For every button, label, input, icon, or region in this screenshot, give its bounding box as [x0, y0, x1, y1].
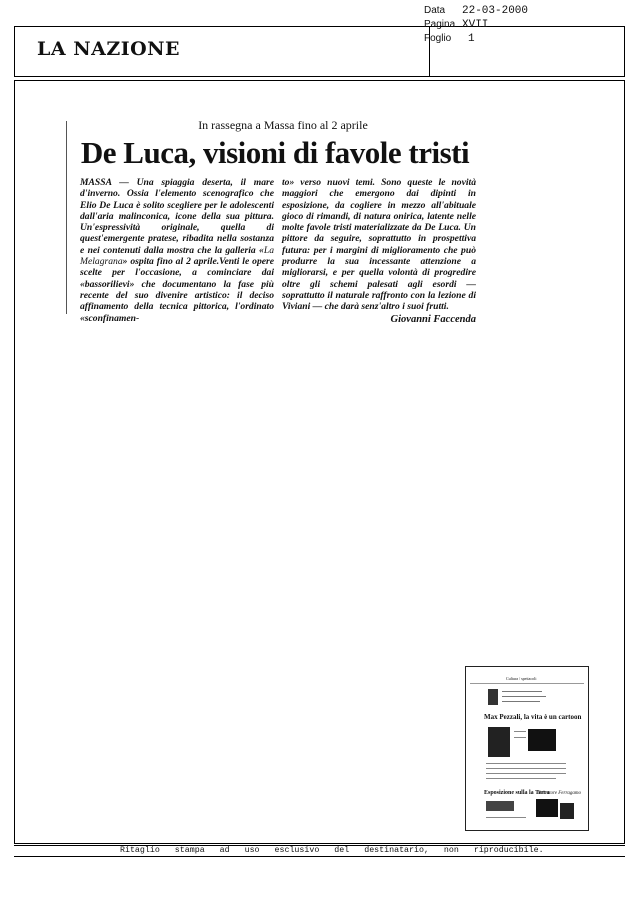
- gallery-name: La Melagrana: [80, 244, 274, 268]
- thumbnail-line: [502, 696, 546, 697]
- thumbnail-line: [514, 737, 526, 738]
- meta-date-label: Data: [424, 5, 446, 16]
- meta-sheet-row: [424, 32, 528, 46]
- thumbnail-line: [486, 817, 526, 818]
- thumbnail-line: [514, 731, 526, 732]
- thumbnail-line: [486, 773, 566, 774]
- thumbnail-photo-small: [488, 689, 498, 705]
- footer-disclaimer: Ritaglio stampa ad uso esclusivo del destinatario, non riproducibile.: [120, 846, 544, 855]
- meta-date-row: [424, 4, 528, 18]
- thumbnail-title: Max Pezzali, la vita è un cartoon: [484, 713, 582, 721]
- thumbnail-brand: Salvatore Ferragamo: [538, 791, 582, 796]
- thumbnail-photo: [488, 727, 510, 757]
- footer-bar: [14, 845, 625, 857]
- dateline: MASSA —: [80, 177, 137, 188]
- article-columns: [80, 177, 476, 325]
- meta-page-label: Pagina: [424, 19, 456, 30]
- author-signature: Giovanni Faccenda: [390, 313, 476, 325]
- thumbnail-ad-image: [536, 799, 558, 817]
- thumbnail-rule: [470, 683, 584, 684]
- column-2-body: to» verso nuovi temi. Sono queste le novità maggiori che emergono dai dipinti in esposizione, da cogliere in mezzo all'abituale gioco di rimandi, di natura onirica, latente nelle molte favole tristi materializzate da De Luca. Un pittore da seguire, soprattutto in prospettiva futura: per i margini di miglioramento che può produrre la sua incessante attenzione a migliorarsi, e per quella volontà di progredire oltre gli schemi palesati agli esordi — soprattutto il naturale raffronto con la lezione di Viviani — che darà senz'altro i suoi frutti.: [282, 177, 476, 313]
- thumbnail-photo: [486, 801, 514, 811]
- column-1-rest: » ospita fino al 2 aprile.Venti le opere scelte per l'occasione, a cominciare dai «bassorilievi» che documentano la fase più recente del suo divenire artistico: il deciso affinamento della tecnica pittorica, l'ordinato «sconfinamen-: [80, 256, 274, 324]
- thumbnail-line: [486, 768, 566, 769]
- meta-page-value: XVII: [462, 19, 489, 31]
- column-1-body: Una spiaggia deserta, il mare d'inverno. Ossia l'elemento scenografico che Elio De Luca è solito scegliere per le adolescenti dall'aria malinconica, icone della sua pittura. Un'espressività originale, quella di quest'emergente pratese, ribadita nella sostanza e nei contenuti dalla mostra che la galleria «: [80, 177, 274, 256]
- clipping-metadata: [424, 4, 528, 46]
- header-frame: [14, 26, 625, 77]
- masthead-box: [15, 27, 430, 76]
- thumbnail-line: [486, 763, 566, 764]
- meta-date-value: 22-03-2000: [462, 5, 529, 17]
- meta-sheet-label: Foglio: [424, 33, 452, 44]
- article-column-1: [80, 177, 274, 325]
- article: [64, 118, 476, 325]
- footer-top-rule: [14, 845, 625, 846]
- masthead: LA NAZIONE: [37, 38, 180, 60]
- thumbnail-line: [486, 778, 556, 779]
- page-thumbnail: [465, 666, 589, 831]
- meta-page-row: [424, 18, 528, 32]
- meta-sheet-value: 1: [468, 33, 475, 45]
- article-column-2: [282, 177, 476, 325]
- thumbnail-line: [502, 691, 542, 692]
- thumbnail-section-label: Cultura / spettacoli: [506, 676, 537, 681]
- thumbnail-subtitle: Esposizione sulla la Terra: [484, 790, 550, 796]
- article-headline: De Luca, visioni di favole tristi: [80, 135, 470, 170]
- article-kicker: In rassegna a Massa fino al 2 aprile: [198, 118, 368, 132]
- thumbnail-photo: [528, 729, 556, 751]
- thumbnail-line: [502, 701, 540, 702]
- thumbnail-ad-image: [560, 803, 574, 819]
